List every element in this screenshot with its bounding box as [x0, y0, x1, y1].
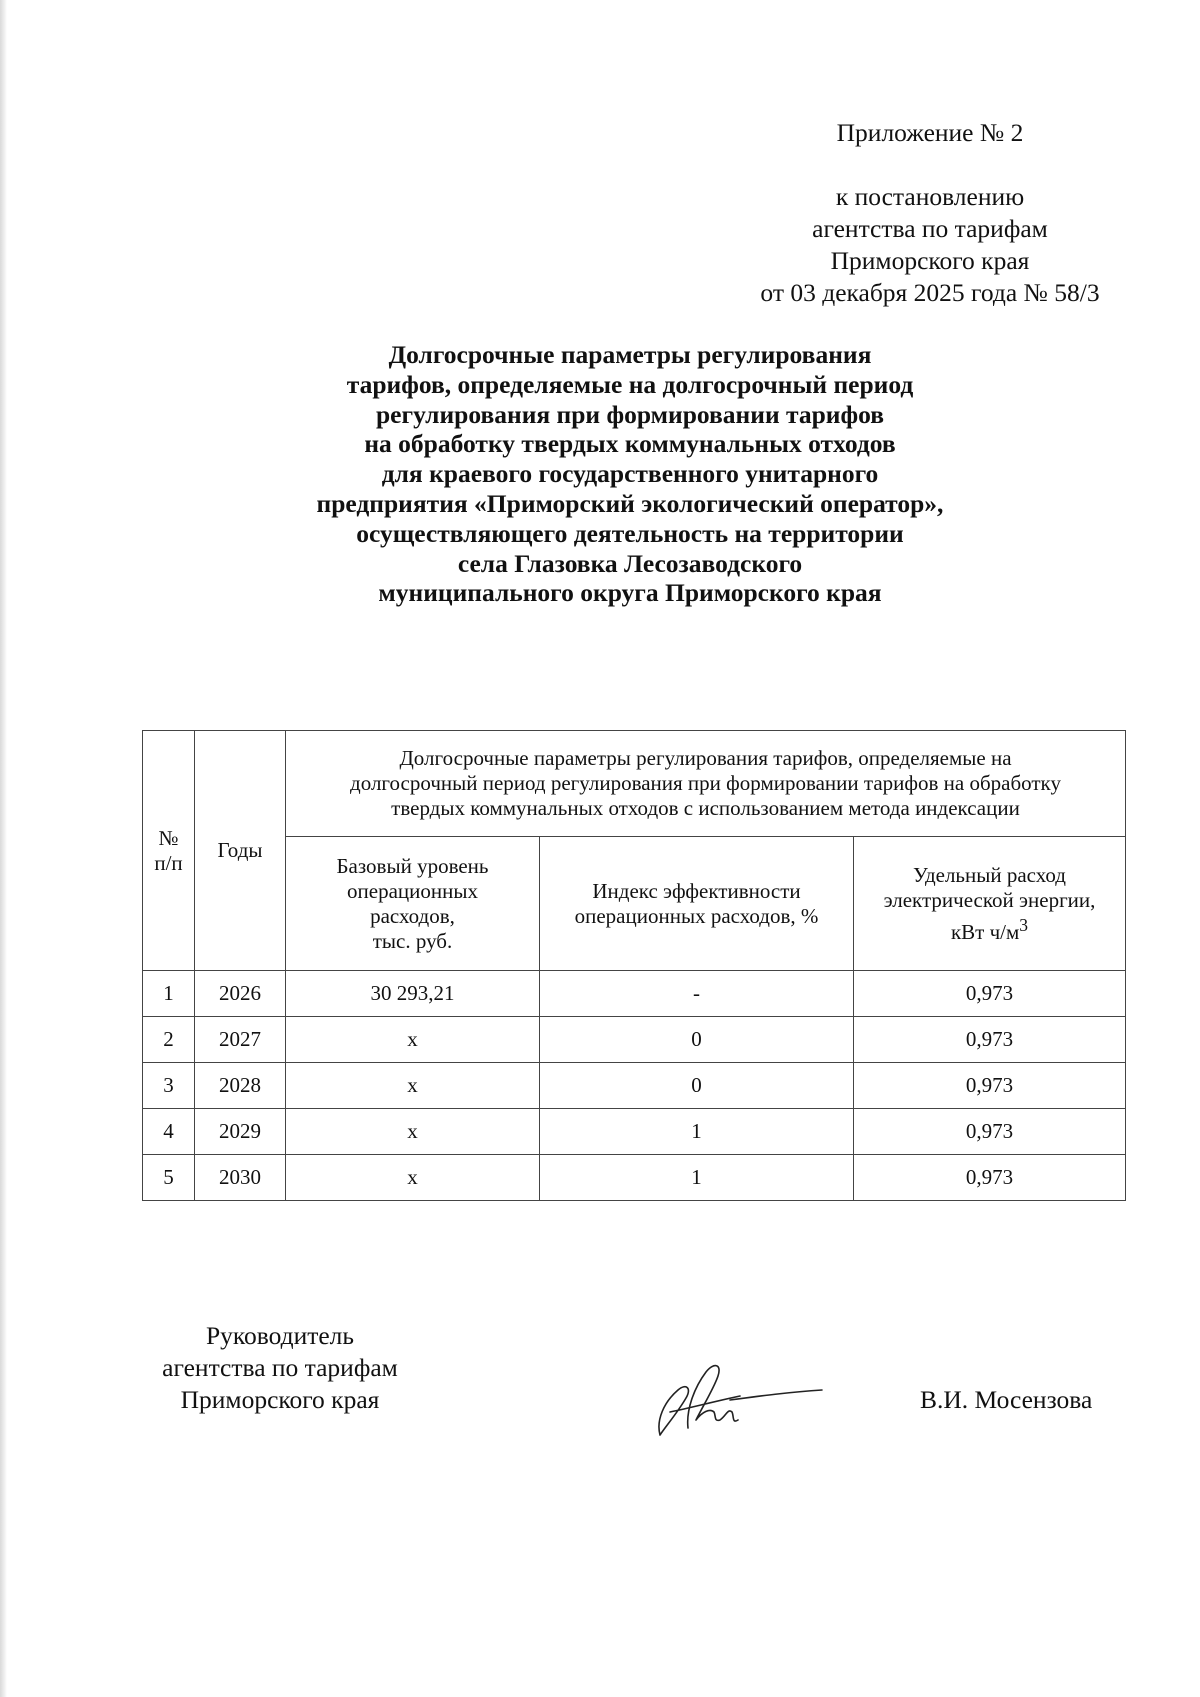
- cell-number: 2: [143, 1017, 195, 1063]
- signatory-position: [140, 1320, 420, 1416]
- table-row: [143, 1063, 1126, 1109]
- cell-number: 1: [143, 971, 195, 1017]
- table-row: [143, 1109, 1126, 1155]
- table-row: [143, 1017, 1126, 1063]
- cell-number: 3: [143, 1063, 195, 1109]
- title-line: предприятия «Приморский экологический оператор»,: [316, 488, 944, 518]
- appendix-number: [700, 117, 1160, 149]
- title-line: для краевого государственного унитарного: [381, 459, 879, 489]
- appendix-line: Приморского края: [830, 246, 1030, 275]
- cell-energy: 0,973: [854, 1155, 1126, 1201]
- title-line: Долгосрочные параметры регулирования: [388, 340, 872, 369]
- cell-year: 2026: [195, 971, 286, 1017]
- appendix-line: от 03 декабря 2025 года № 58/3: [760, 278, 1100, 307]
- cell-efficiency-index: 0: [540, 1063, 854, 1109]
- cell-year: 2028: [195, 1063, 286, 1109]
- header-base-level: Базовый уровень операционных расходов, тыс. руб.: [286, 837, 540, 971]
- header-number: № п/п: [143, 731, 195, 971]
- position-line: Руководитель: [205, 1321, 355, 1350]
- cell-base-level: х: [286, 1017, 540, 1063]
- table-row: [143, 971, 1126, 1017]
- cell-energy: 0,973: [854, 971, 1126, 1017]
- appendix-line: агентства по тарифам: [812, 214, 1048, 243]
- header-efficiency-index: Индекс эффективности операционных расходов, %: [540, 837, 854, 971]
- scan-edge: [0, 0, 7, 1697]
- cell-base-level: х: [286, 1109, 540, 1155]
- title-line: тарифов, определяемые на долгосрочный период: [346, 369, 914, 399]
- title-line: села Глазовка Лесозаводского: [457, 548, 803, 578]
- cell-base-level: х: [286, 1155, 540, 1201]
- appendix-number-text: Приложение № 2: [836, 118, 1024, 147]
- handwritten-signature-icon: [630, 1350, 830, 1450]
- cell-efficiency-index: 0: [540, 1017, 854, 1063]
- parameters-table: [142, 730, 1126, 1201]
- signatory-name: В.И. Мосензова: [920, 1385, 1093, 1414]
- position-line: Приморского края: [180, 1385, 380, 1414]
- appendix-line: к постановлению: [835, 182, 1025, 211]
- cell-efficiency-index: -: [540, 971, 854, 1017]
- cell-energy: 0,973: [854, 1017, 1126, 1063]
- header-energy-consumption: Удельный расход электрической энергии, кВт $ч/м^3$: [854, 837, 1126, 971]
- title-line: на обработку твердых коммунальных отходов: [364, 429, 896, 459]
- cell-number: 5: [143, 1155, 195, 1201]
- title-line: осуществляющего деятельность на территории: [356, 518, 904, 548]
- document-title: [180, 340, 1080, 608]
- title-line: муниципального округа Приморского края: [378, 578, 882, 608]
- cell-efficiency-index: 1: [540, 1155, 854, 1201]
- cell-energy: 0,973: [854, 1109, 1126, 1155]
- header-years: Годы: [195, 731, 286, 971]
- cell-efficiency-index: 1: [540, 1109, 854, 1155]
- cell-year: 2027: [195, 1017, 286, 1063]
- cell-base-level: 30 293,21: [286, 971, 540, 1017]
- header-group: Долгосрочные параметры регулирования тарифов, определяемые на долгосрочный период регулирования при формировании тарифов на обработку твердых коммунальных отходов с использованием метода индексации: [286, 731, 1126, 837]
- cell-energy: 0,973: [854, 1063, 1126, 1109]
- cell-year: 2030: [195, 1155, 286, 1201]
- appendix-reference: [700, 181, 1160, 309]
- cell-number: 4: [143, 1109, 195, 1155]
- cell-base-level: х: [286, 1063, 540, 1109]
- title-line: регулирования при формировании тарифов: [375, 399, 885, 429]
- position-line: агентства по тарифам: [162, 1353, 398, 1382]
- table-row: [143, 1155, 1126, 1201]
- cell-year: 2029: [195, 1109, 286, 1155]
